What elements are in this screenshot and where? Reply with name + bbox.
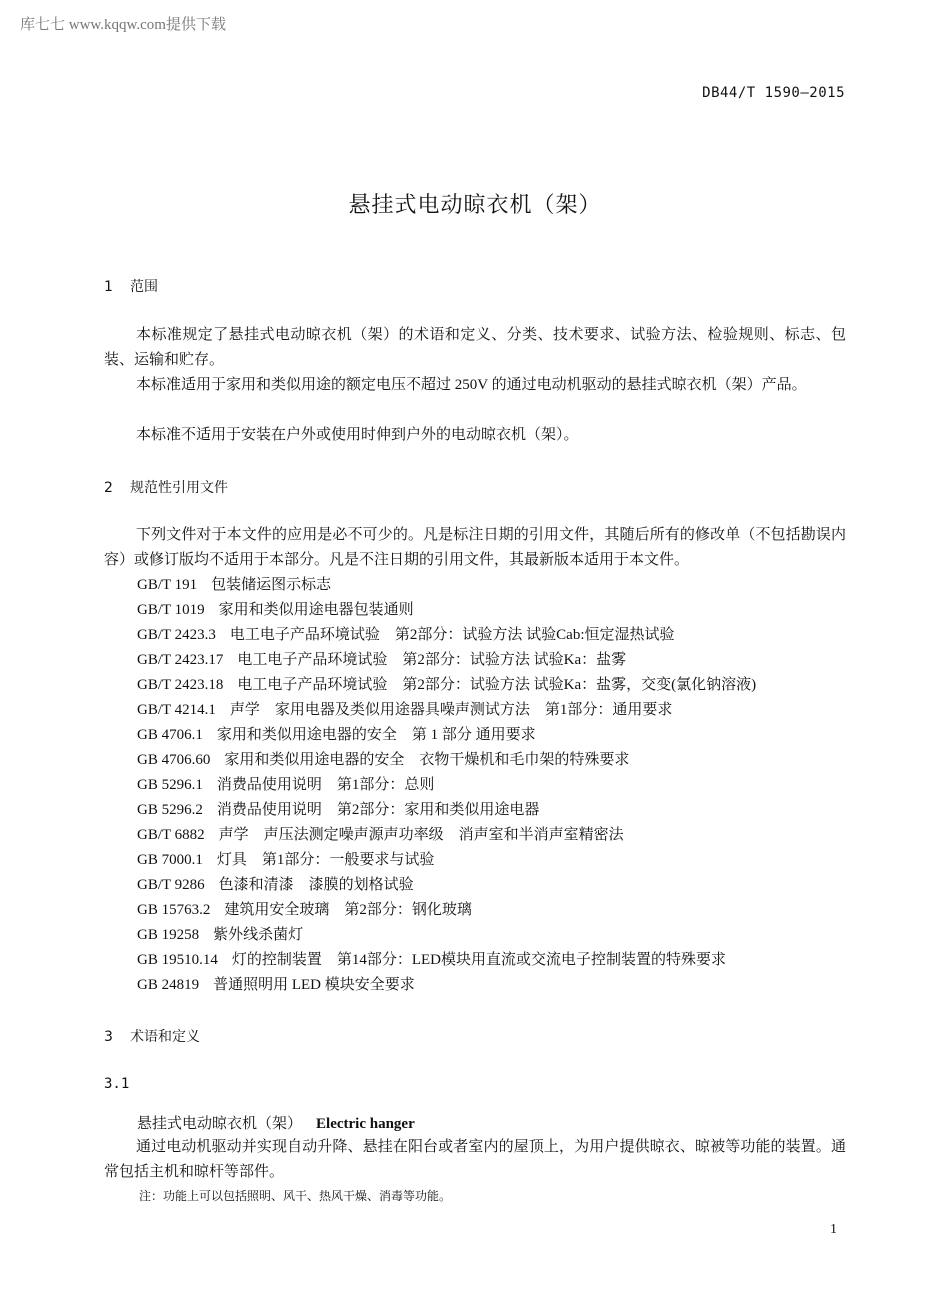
reference-item	[137, 673, 756, 694]
reference-title: 包装储运图示标志	[211, 577, 332, 593]
reference-title: 建筑用安全玻璃 第2部分：钢化玻璃	[224, 902, 472, 918]
reference-title: 电工电子产品环境试验 第2部分：试验方法 试验Ka：盐雾	[237, 652, 627, 668]
document-number: DB44/T 1590—2015	[702, 85, 845, 101]
page-number: 1	[830, 1222, 837, 1237]
note: 注：功能上可以包括照明、风干、热风干燥、消毒等功能。	[139, 1189, 452, 1203]
reference-code: GB/T 6882	[137, 827, 205, 843]
reference-item	[137, 648, 626, 669]
reference-title: 色漆和清漆 漆膜的划格试验	[218, 877, 414, 893]
reference-code: GB/T 2423.17	[137, 652, 224, 668]
reference-item	[137, 923, 303, 944]
section-1-heading	[104, 276, 158, 296]
reference-code: GB/T 1019	[137, 602, 205, 618]
reference-code: GB 4706.60	[137, 752, 211, 768]
reference-item	[137, 623, 675, 644]
section-number: 3	[104, 1029, 113, 1045]
reference-item	[137, 573, 331, 594]
reference-code: GB 15763.2	[137, 902, 211, 918]
reference-code: GB/T 2423.18	[137, 677, 224, 693]
reference-title: 灯的控制装置 第14部分：LED模块用直流或交流电子控制装置的特殊要求	[231, 952, 727, 968]
reference-title: 家用和类似用途电器的安全 衣物干燥机和毛巾架的特殊要求	[224, 752, 630, 768]
reference-item	[137, 748, 629, 769]
reference-title: 电工电子产品环境试验 第2部分：试验方法 试验Ka：盐雾，交变(氯化钠溶液)	[237, 677, 757, 693]
section-title: 范围	[130, 279, 158, 295]
section-2-heading	[104, 477, 228, 497]
reference-item	[137, 698, 672, 719]
reference-code: GB/T 2423.3	[137, 627, 216, 643]
watermark: 库七七 www.kqqw.com提供下载	[20, 17, 226, 33]
paragraph: 本标准不适用于安装在户外或使用时伸到户外的电动晾衣机（架）。	[136, 427, 579, 443]
reference-title: 灯具 第1部分：一般要求与试验	[216, 852, 435, 868]
reference-item	[137, 873, 414, 894]
term-chinese: 悬挂式电动晾衣机（架）	[137, 1116, 303, 1132]
reference-item	[137, 723, 536, 744]
reference-code: GB 5296.1	[137, 777, 203, 793]
section-title: 规范性引用文件	[130, 480, 228, 496]
reference-item	[137, 798, 539, 819]
paragraph: 本标准适用于家用和类似用途的额定电压不超过 250V 的通过电动机驱动的悬挂式晾衣机（架）产品。	[136, 377, 807, 393]
reference-code: GB 4706.1	[137, 727, 203, 743]
reference-title: 消费品使用说明 第2部分：家用和类似用途电器	[216, 802, 540, 818]
paragraph: 本标准规定了悬挂式电动晾衣机（架）的术语和定义、分类、技术要求、试验方法、检验规则、标志、包装、运输和贮存。	[104, 327, 846, 368]
reference-title: 声学 声压法测定噪声源声功率级 消声室和半消声室精密法	[218, 827, 624, 843]
document-title: 悬挂式电动晾衣机（架）	[348, 193, 602, 218]
paragraph: 下列文件对于本文件的应用是必不可少的。凡是标注日期的引用文件，其随后所有的修改单（不包括勘误内容）或修订版均不适用于本部分。凡是不注日期的引用文件，其最新版本适用于本文件。	[104, 527, 846, 568]
reference-item	[137, 598, 414, 619]
term-entry	[137, 1112, 415, 1133]
reference-code: GB 24819	[137, 977, 200, 993]
reference-title: 消费品使用说明 第1部分：总则	[216, 777, 435, 793]
section-3-heading	[104, 1026, 200, 1046]
reference-code: GB 19258	[137, 927, 200, 943]
reference-item	[137, 773, 434, 794]
reference-title: 电工电子产品环境试验 第2部分：试验方法 试验Cab:恒定湿热试验	[229, 627, 675, 643]
reference-code: GB 5296.2	[137, 802, 203, 818]
reference-item	[137, 973, 415, 994]
section-number: 2	[104, 480, 113, 496]
reference-item	[137, 823, 624, 844]
reference-code: GB 19510.14	[137, 952, 218, 968]
section-title: 术语和定义	[130, 1029, 200, 1045]
reference-item	[137, 848, 434, 869]
term-definition: 通过电动机驱动并实现自动升降、悬挂在阳台或者室内的屋顶上，为用户提供晾衣、晾被等功能的装置。通常包括主机和晾杆等部件。	[104, 1139, 846, 1180]
reference-title: 紫外线杀菌灯	[213, 927, 304, 943]
reference-title: 普通照明用 LED 模块安全要求	[213, 977, 415, 993]
reference-code: GB/T 191	[137, 577, 198, 593]
reference-title: 家用和类似用途电器的安全 第 1 部分 通用要求	[216, 727, 536, 743]
subsection-number: 3.1	[104, 1076, 130, 1092]
reference-code: GB/T 9286	[137, 877, 205, 893]
reference-item	[137, 948, 726, 969]
term-english: Electric hanger	[316, 1116, 415, 1132]
reference-code: GB/T 4214.1	[137, 702, 216, 718]
reference-title: 家用和类似用途电器包装通则	[218, 602, 414, 618]
reference-code: GB 7000.1	[137, 852, 203, 868]
reference-title: 声学 家用电器及类似用途器具噪声测试方法 第1部分：通用要求	[229, 702, 673, 718]
section-number: 1	[104, 279, 113, 295]
reference-item	[137, 898, 472, 919]
